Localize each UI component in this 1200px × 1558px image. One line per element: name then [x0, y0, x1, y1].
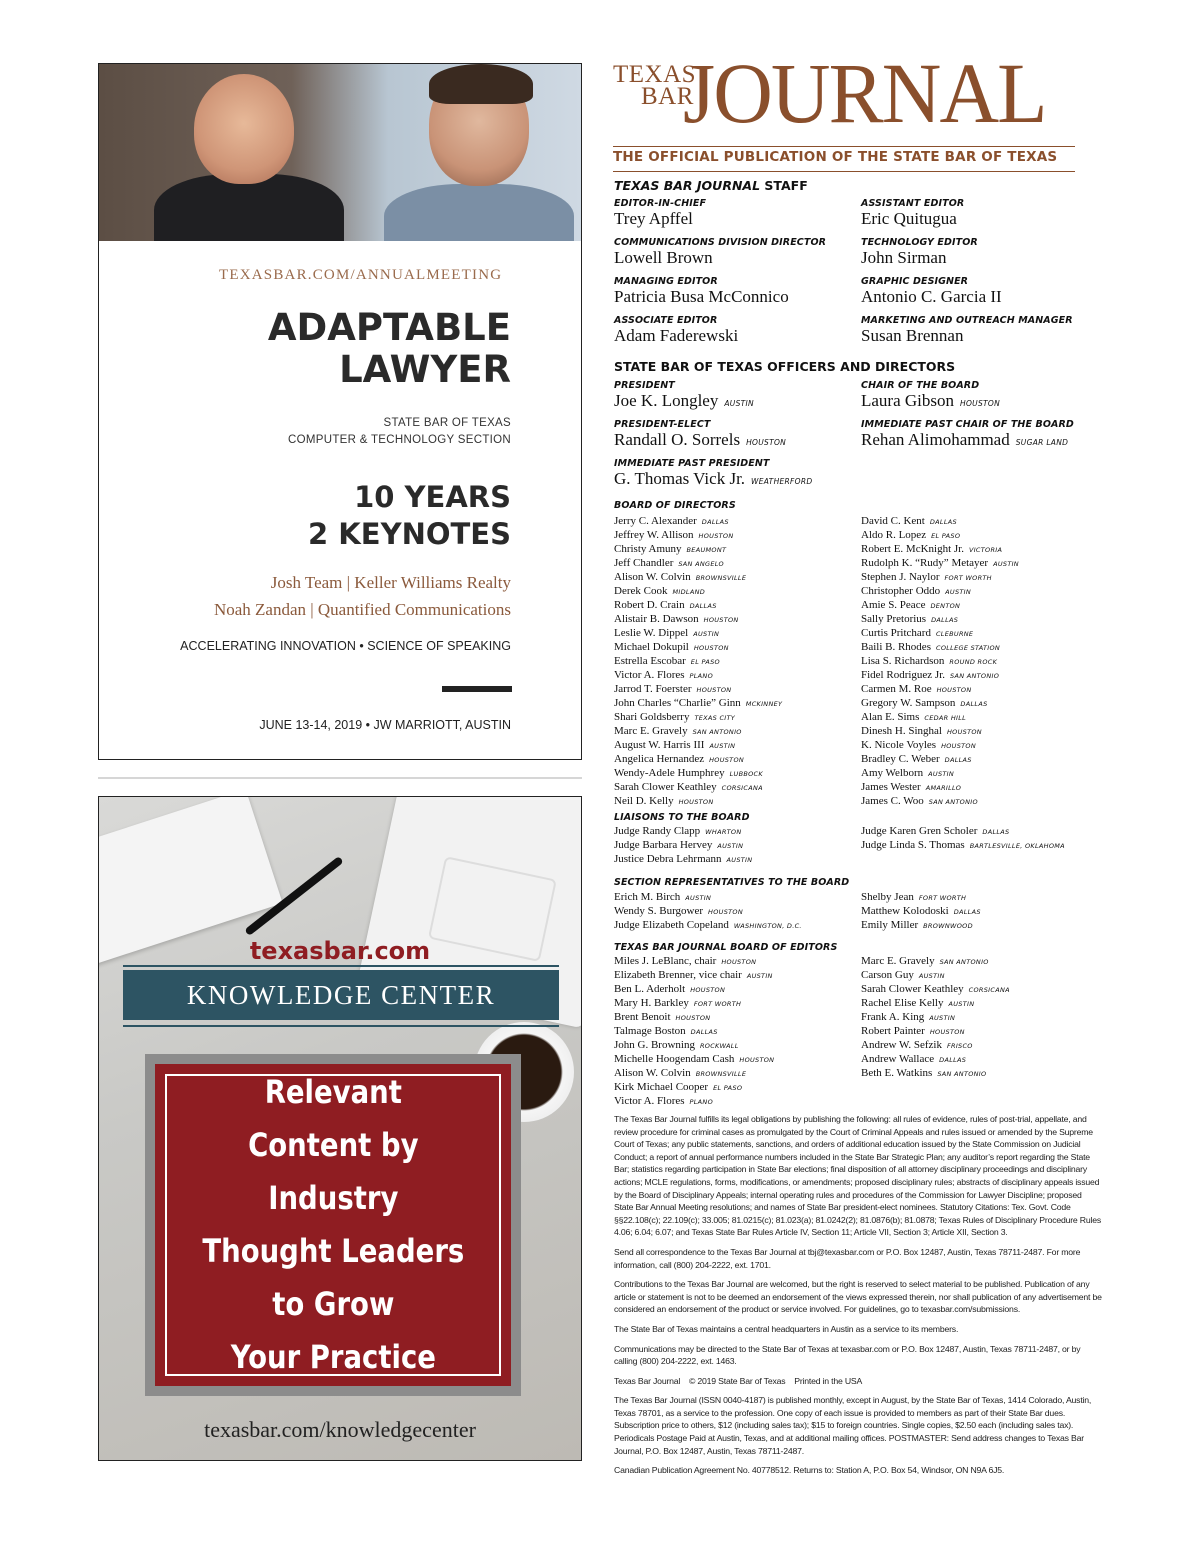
member-name: Marc E. Gravely: [614, 725, 688, 737]
member-name: Sally Pretorius: [861, 613, 927, 625]
member-city: AMARILLO: [925, 784, 962, 792]
list-item: [861, 919, 981, 933]
legal-fine-print: [614, 1113, 1102, 1484]
member-name: Alison W. Colvin: [614, 571, 691, 583]
knowledge-center-message: Relevant Content by Industry Thought Leaders to Grow Your Practice: [202, 1073, 464, 1376]
member-name: Andrew Wallace: [861, 1053, 935, 1065]
list-item: [614, 919, 802, 933]
ad-headline: ADAPTABLE LAWYER: [267, 306, 511, 391]
member-name: Judge Elizabeth Copeland: [614, 919, 729, 931]
list-item: [861, 905, 981, 919]
staff-name: John Sirman: [861, 248, 947, 267]
list-item: [614, 669, 782, 683]
member-name: James Wester: [861, 781, 921, 793]
member-city: HOUSTON: [709, 756, 745, 764]
member-city: DALLAS: [931, 616, 959, 624]
member-city: HOUSTON: [739, 1056, 775, 1064]
member-name: Robert Painter: [861, 1025, 925, 1037]
member-city: SAN ANTONIO: [950, 672, 1000, 680]
member-city: AUSTIN: [693, 630, 720, 638]
fine-print-paragraph: The Texas Bar Journal (ISSN 0040-4187) is published monthly, except in August, by the State Bar of Texas, 1414 Colorado, Austin, Texas 78701, as a service to the profession. One copy of each issue is provided to members as part of their State Bar dues. Subscription price to others, $12 (including sales tax); $15 to foreign countries. Single copies, $2.50 each (including sales tax). Periodicals Postage Paid at Austin, Texas, and at additional mailing offices. POSTMASTER: Send address changes to Texas Bar Journal, P.O. Box 12487, Austin, Texas 78711-2487.: [614, 1395, 1092, 1456]
officer-name: G. Thomas Vick Jr. WEATHERFORD: [614, 469, 813, 488]
list-item: [614, 613, 782, 627]
member-city: SAN ANTONIO: [692, 728, 742, 736]
member-city: HOUSTON: [696, 686, 732, 694]
ad-separator: [98, 777, 582, 779]
list-item: [614, 711, 782, 725]
annual-meeting-ad[interactable]: [98, 63, 582, 760]
list-item: [861, 613, 1019, 627]
member-name: August W. Harris III: [614, 739, 705, 751]
member-name: Elizabeth Brenner, vice chair: [614, 969, 742, 981]
annual-meeting-url[interactable]: TEXASBAR.COM/ANNUALMEETING: [219, 267, 503, 283]
member-name: Derek Cook: [614, 585, 668, 597]
member-name: Ben L. Aderholt: [614, 983, 686, 995]
member-name: Beth E. Watkins: [861, 1067, 933, 1079]
member-city: TEXAS CITY: [694, 714, 736, 722]
member-name: Christy Amuny: [614, 543, 682, 555]
member-city: BARTLESVILLE, OKLAHOMA: [969, 842, 1065, 850]
member-city: HOUSTON: [675, 1014, 711, 1022]
list-item: [861, 795, 1019, 809]
list-item: [861, 955, 1010, 969]
member-name: Matthew Kolodoski: [861, 905, 949, 917]
member-city: AUSTIN: [717, 842, 744, 850]
list-item: [861, 557, 1019, 571]
member-name: Wendy S. Burgower: [614, 905, 704, 917]
masthead-journal: JOURNAL: [683, 45, 1046, 141]
member-name: Fidel Rodriguez Jr.: [861, 669, 946, 681]
staff-heading: TEXAS BAR JOURNAL STAFF: [614, 178, 808, 193]
fine-print-paragraph: Canadian Publication Agreement No. 40778512. Returns to: Station A, P.O. Box 54, Windsor, ON N9A 6J5.: [614, 1465, 1005, 1476]
member-name: Angelica Hernandez: [614, 753, 705, 765]
editors-heading: TEXAS BAR JOURNAL BOARD OF EDITORS: [614, 942, 838, 953]
masthead-subtitle: THE OFFICIAL PUBLICATION OF THE STATE BAR OF TEXAS: [613, 149, 1058, 165]
member-city: PLANO: [689, 1098, 713, 1106]
staff-role: TECHNOLOGY EDITOR: [861, 237, 978, 248]
member-name: Robert D. Crain: [614, 599, 685, 611]
staff-name: Lowell Brown: [614, 248, 713, 267]
list-item: [861, 655, 1019, 669]
member-city: LUBBOCK: [729, 770, 763, 778]
masthead-texas-bar: TEXAS BAR: [613, 61, 697, 110]
list-item: [614, 853, 752, 867]
member-name: Sarah Clower Keathley: [861, 983, 964, 995]
member-name: Judge Linda S. Thomas: [861, 839, 965, 851]
masthead-rule-top: [613, 146, 1075, 147]
list-item: [861, 891, 981, 905]
member-name: Talmage Boston: [614, 1025, 686, 1037]
member-name: Emily Miller: [861, 919, 919, 931]
member-name: Mary H. Barkley: [614, 997, 689, 1009]
staff-role: MANAGING EDITOR: [614, 276, 718, 287]
list-item: [614, 1039, 774, 1053]
member-city: HOUSTON: [698, 532, 734, 540]
member-city: FORT WORTH: [693, 1000, 742, 1008]
member-city: HOUSTON: [678, 798, 714, 806]
member-city: BROWNSVILLE: [695, 1070, 747, 1078]
staff-role: GRAPHIC DESIGNER: [861, 276, 969, 287]
officers-heading: STATE BAR OF TEXAS OFFICERS AND DIRECTORS: [614, 359, 956, 374]
member-city: DALLAS: [690, 1028, 718, 1036]
knowledge-center-message-box: [145, 1054, 521, 1396]
staff-role: MARKETING AND OUTREACH MANAGER: [861, 315, 1073, 326]
member-city: HOUSTON: [690, 986, 726, 994]
member-city: COLLEGE STATION: [935, 644, 1001, 652]
member-city: ROUND ROCK: [949, 658, 998, 666]
list-item: [614, 1095, 774, 1109]
list-item: [614, 599, 782, 613]
staff-role: EDITOR-IN-CHIEF: [614, 198, 707, 209]
officer-role: PRESIDENT: [614, 380, 675, 391]
member-city: SAN ANGELO: [678, 560, 724, 568]
member-name: Neil D. Kelly: [614, 795, 674, 807]
knowledge-center-ad[interactable]: [98, 796, 582, 1461]
list-item: [614, 825, 752, 839]
member-city: SAN ANTONIO: [939, 958, 989, 966]
member-name: Alan E. Sims: [861, 711, 920, 723]
editors-list-left: [614, 955, 774, 1109]
member-city: AUSTIN: [709, 742, 736, 750]
list-item: [614, 1081, 774, 1095]
knowledge-center-link[interactable]: texasbar.com/knowledgecenter: [204, 1417, 476, 1442]
member-name: James C. Woo: [861, 795, 924, 807]
member-city: AUSTIN: [993, 560, 1019, 568]
list-item: [614, 1011, 774, 1025]
officer-name: Rehan Alimohammad SUGAR LAND: [861, 430, 1069, 449]
member-name: Carson Guy: [861, 969, 914, 981]
list-item: [861, 585, 1019, 599]
liaisons-heading: LIAISONS TO THE BOARD: [614, 812, 750, 823]
member-city: DENTON: [930, 602, 961, 610]
list-item: [614, 655, 782, 669]
section-reps-list-left: [614, 891, 802, 933]
staff-name: Susan Brennan: [861, 326, 964, 345]
member-city: MIDLAND: [672, 588, 706, 596]
member-name: Amie S. Peace: [861, 599, 926, 611]
officer-name: Joe K. Longley AUSTIN: [614, 391, 754, 410]
member-name: Dinesh H. Singhal: [861, 725, 942, 737]
banner-rule-top: [123, 965, 559, 967]
member-city: AUSTIN: [726, 856, 753, 864]
member-city: ROCKWALL: [699, 1042, 739, 1050]
member-name: Michelle Hoogendam Cash: [614, 1053, 735, 1065]
list-item: [614, 739, 782, 753]
member-city: DALLAS: [689, 602, 717, 610]
member-city: WASHINGTON, D.C.: [733, 922, 802, 930]
member-city: DALLAS: [960, 700, 988, 708]
member-city: FRISCO: [946, 1042, 973, 1050]
member-name: Andrew W. Sefzik: [861, 1039, 942, 1051]
member-city: EL PASO: [690, 658, 720, 666]
member-city: AUSTIN: [918, 972, 945, 980]
member-city: EL PASO: [931, 532, 961, 540]
list-item: [861, 839, 1065, 853]
knowledge-center-url[interactable]: texasbar.com: [249, 937, 431, 965]
member-city: MCKINNEY: [745, 700, 783, 708]
member-city: AUSTIN: [746, 972, 773, 980]
member-name: John Charles “Charlie” Ginn: [614, 697, 741, 709]
member-city: AUSTIN: [945, 588, 972, 596]
list-item: [614, 955, 774, 969]
member-name: David C. Kent: [861, 515, 925, 527]
member-name: Rachel Elise Kelly: [861, 997, 944, 1009]
directors-list-right: [861, 515, 1019, 809]
member-city: DALLAS: [953, 908, 981, 916]
editors-list-right: [861, 955, 1010, 1081]
copyright-line: Texas Bar Journal © 2019 State Bar of Texas Printed in the USA: [614, 1375, 863, 1386]
staff-name: Eric Quitugua: [861, 209, 957, 228]
liaisons-list-left: [614, 825, 752, 867]
ad-organizer: STATE BAR OF TEXAS COMPUTER & TECHNOLOGY SECTION: [288, 417, 511, 446]
member-city: DALLAS: [944, 756, 972, 764]
member-name: Jerry C. Alexander: [614, 515, 697, 527]
directors-heading: BOARD OF DIRECTORS: [614, 500, 736, 511]
member-name: Miles J. LeBlanc, chair: [614, 955, 717, 967]
member-name: Lisa S. Richardson: [861, 655, 945, 667]
member-city: HOUSTON: [693, 644, 729, 652]
member-name: Erich M. Birch: [614, 891, 681, 903]
member-name: Judge Randy Clapp: [614, 825, 701, 837]
member-city: FORT WORTH: [944, 574, 992, 582]
member-name: Brent Benoit: [614, 1011, 671, 1023]
member-city: DALLAS: [939, 1056, 967, 1064]
fine-print-paragraph: Contributions to the Texas Bar Journal are welcomed, but the right is reserved to select material to be published. Publication of any article or statement is not to be deemed an endorsement of the views expressed therein, nor shall publication of any advertisement be considered an endorsement of the product or service involved. For guidelines, go to texasbar.com/submissions.: [614, 1279, 1102, 1315]
list-item: [861, 969, 1010, 983]
masthead-rule-bottom: [613, 171, 1075, 172]
member-city: DALLAS: [982, 828, 1010, 836]
member-name: Michael Dokupil: [614, 641, 689, 653]
list-item: [614, 627, 782, 641]
list-item: [614, 997, 774, 1011]
list-item: [861, 825, 1065, 839]
member-name: Kirk Michael Cooper: [614, 1081, 709, 1093]
staff-name: Patricia Busa McConnico: [614, 287, 789, 306]
list-item: [861, 1025, 1010, 1039]
list-item: [614, 697, 782, 711]
liaisons-list-right: [861, 825, 1065, 853]
member-name: Jarrod T. Foerster: [614, 683, 692, 695]
list-item: [861, 1053, 1010, 1067]
list-item: [614, 795, 782, 809]
list-item: [861, 529, 1019, 543]
list-item: [614, 543, 782, 557]
member-name: John G. Browning: [614, 1039, 695, 1051]
member-name: Rudolph K. “Rudy” Metayer: [861, 557, 989, 569]
member-name: Marc E. Gravely: [861, 955, 935, 967]
staff-role: ASSISTANT EDITOR: [861, 198, 965, 209]
list-item: [614, 767, 782, 781]
list-item: [614, 905, 802, 919]
member-city: AUSTIN: [948, 1000, 975, 1008]
list-item: [614, 891, 802, 905]
member-name: Estrella Escobar: [614, 655, 686, 667]
staff-role: COMMUNICATIONS DIVISION DIRECTOR: [614, 237, 827, 248]
member-city: AUSTIN: [929, 1014, 956, 1022]
list-item: [614, 969, 774, 983]
member-name: Jeffrey W. Allison: [614, 529, 694, 541]
member-name: Gregory W. Sampson: [861, 697, 956, 709]
member-name: Judge Barbara Hervey: [614, 839, 713, 851]
list-item: [861, 997, 1010, 1011]
member-city: AUSTIN: [928, 770, 955, 778]
list-item: [861, 571, 1019, 585]
staff-role: ASSOCIATE EDITOR: [614, 315, 718, 326]
member-city: VICTORIA: [968, 546, 1003, 554]
list-item: [861, 1039, 1010, 1053]
banner-rule-bottom: [123, 1025, 559, 1027]
member-name: Judge Karen Gren Scholer: [861, 825, 978, 837]
member-city: DALLAS: [929, 518, 957, 526]
ad-years-keynotes: 10 YEARS 2 KEYNOTES: [308, 480, 511, 551]
list-item: [861, 669, 1019, 683]
member-name: Aldo R. Lopez: [861, 529, 927, 541]
list-item: [861, 1067, 1010, 1081]
list-item: [861, 697, 1019, 711]
member-name: Victor A. Flores: [614, 1095, 685, 1107]
list-item: [861, 1011, 1010, 1025]
officer-role: IMMEDIATE PAST CHAIR OF THE BOARD: [861, 419, 1074, 430]
fine-print-paragraph: The Texas Bar Journal fulfills its legal obligations by publishing the following: all rules of evidence, rules of post-trial, appellate, and review procedure for criminal cases as promulgated by the Court of Criminal Appeals and rules issued or amended by the Supreme Court of Texas; any public statements, sanctions, and orders of additional education issued by the State Commission on Judicial Conduct; a report of annual performance numbers included in the State Bar Strategic Plan; any auditor’s report regarding the State Bar; statistics regarding participation in State Bar elections; final disposition of all attorney disciplinary proceedings and disciplinary actions; MCLE regulations, forms, modifications, or amendments; proposed disciplinary rules; abstracts of disciplinary appeals issued by the Board of Disciplinary Appeals; internal operating rules and procedures of the Commission for Lawyer Discipline; proposed State Bar Annual Meeting resolutions; and names of State Bar president-elect nominees. Statutory Citations: Tex. Govt. Code §§22.108(c); 22.109(c); 33.005; 81.0215(c); 81.023(a); 81.0242(2); 81.0876(b); 81.0878; Texas Rules of Disciplinary Procedure Rules 4.06; 6.04; 6.07; and Texas State Bar Rules Article IV, Section 11; Article VII, Section 3; Article XII, Section 3.: [614, 1114, 1101, 1238]
directors-list-left: [614, 515, 782, 809]
member-name: Alison W. Colvin: [614, 1067, 691, 1079]
ad-divider: [442, 686, 512, 692]
member-name: Victor A. Flores: [614, 669, 685, 681]
list-item: [861, 767, 1019, 781]
list-item: [614, 557, 782, 571]
member-name: Stephen J. Naylor: [861, 571, 940, 583]
section-reps-list-right: [861, 891, 981, 933]
list-item: [614, 753, 782, 767]
member-city: HOUSTON: [703, 616, 739, 624]
officer-name: Laura Gibson HOUSTON: [861, 391, 1001, 410]
member-city: BEAUMONT: [686, 546, 727, 554]
member-name: Alistair B. Dawson: [614, 613, 699, 625]
ad-tagline: ACCELERATING INNOVATION • SCIENCE OF SPEAKING: [180, 639, 511, 653]
member-city: DALLAS: [701, 518, 729, 526]
member-name: Justice Debra Lehrmann: [614, 853, 722, 865]
member-name: K. Nicole Voyles: [861, 739, 937, 751]
member-city: SAN ANTONIO: [928, 798, 978, 806]
list-item: [861, 599, 1019, 613]
list-item: [614, 571, 782, 585]
officer-role: IMMEDIATE PAST PRESIDENT: [614, 458, 770, 469]
member-name: Bradley C. Weber: [861, 753, 940, 765]
member-city: HOUSTON: [941, 742, 976, 750]
member-name: Shelby Jean: [861, 891, 914, 903]
member-city: BROWNWOOD: [923, 922, 973, 930]
list-item: [861, 641, 1019, 655]
officer-name: Randall O. Sorrels HOUSTON: [614, 430, 787, 449]
list-item: [861, 627, 1019, 641]
list-item: [614, 529, 782, 543]
speakers-photo: [99, 64, 581, 241]
staff-name: Antonio C. Garcia II: [861, 287, 1002, 306]
list-item: [861, 983, 1010, 997]
member-name: Carmen M. Roe: [861, 683, 932, 695]
member-name: Sarah Clower Keathley: [614, 781, 717, 793]
member-name: Shari Goldsberry: [614, 711, 690, 723]
list-item: [614, 641, 782, 655]
staff-name: Trey Apffel: [614, 209, 693, 228]
list-item: [614, 839, 752, 853]
section-reps-heading: SECTION REPRESENTATIVES TO THE BOARD: [614, 877, 850, 888]
list-item: [614, 781, 782, 795]
fine-print-paragraph: Communications may be directed to the State Bar of Texas at texasbar.com or P.O. Box 12487, Austin, Texas 78711-2487, or by calling (800) 204-2222, ext. 1463.: [614, 1343, 1081, 1367]
member-name: Amy Welborn: [861, 767, 924, 779]
list-item: [614, 1025, 774, 1039]
member-city: CORSICANA: [721, 784, 763, 792]
member-city: HOUSTON: [721, 958, 757, 966]
list-item: [614, 983, 774, 997]
member-city: CEDAR HILL: [924, 714, 967, 722]
member-city: SAN ANTONIO: [937, 1070, 987, 1078]
member-city: HOUSTON: [946, 728, 982, 736]
list-item: [861, 739, 1019, 753]
list-item: [861, 683, 1019, 697]
member-city: FORT WORTH: [918, 894, 967, 902]
list-item: [614, 515, 782, 529]
member-name: Wendy-Adele Humphrey: [614, 767, 725, 779]
member-city: CORSICANA: [968, 986, 1010, 994]
member-city: AUSTIN: [685, 894, 712, 902]
fine-print-paragraph: Send all correspondence to the Texas Bar Journal at tbj@texasbar.com or P.O. Box 12487, Austin, Texas 78711-2487. For more information, call (800) 204-2222, ext. 1701.: [614, 1246, 1081, 1270]
member-city: WHARTON: [705, 828, 742, 836]
officer-role: PRESIDENT-ELECT: [614, 419, 711, 430]
knowledge-center-banner: KNOWLEDGE CENTER: [123, 970, 559, 1020]
list-item: [614, 1053, 774, 1067]
list-item: [614, 683, 782, 697]
member-name: Curtis Pritchard: [861, 627, 931, 639]
ad-date-location: JUNE 13-14, 2019 • JW MARRIOTT, AUSTIN: [259, 718, 511, 732]
member-name: Baili B. Rhodes: [861, 641, 931, 653]
list-item: [861, 753, 1019, 767]
member-name: Robert E. McKnight Jr.: [861, 543, 964, 555]
list-item: [614, 1067, 774, 1081]
member-city: EL PASO: [713, 1084, 743, 1092]
list-item: [614, 725, 782, 739]
member-city: HOUSTON: [708, 908, 743, 916]
officer-role: CHAIR OF THE BOARD: [861, 380, 980, 391]
list-item: [861, 725, 1019, 739]
member-name: Christopher Oddo: [861, 585, 941, 597]
member-name: Leslie W. Dippel: [614, 627, 689, 639]
member-city: HOUSTON: [936, 686, 972, 694]
list-item: [861, 781, 1019, 795]
list-item: [861, 711, 1019, 725]
ad-speakers: Josh Team | Keller Williams Realty Noah Zandan | Quantified Communications: [213, 573, 511, 619]
member-city: HOUSTON: [929, 1028, 965, 1036]
list-item: [614, 585, 782, 599]
list-item: [861, 543, 1019, 557]
member-city: BROWNSVILLE: [695, 574, 747, 582]
member-name: Jeff Chandler: [614, 557, 674, 569]
member-name: Frank A. King: [861, 1011, 925, 1023]
fine-print-paragraph: The State Bar of Texas maintains a central headquarters in Austin as a service to its members.: [614, 1323, 959, 1334]
member-city: PLANO: [689, 672, 713, 680]
staff-name: Adam Faderewski: [614, 326, 739, 345]
member-city: CLEBURNE: [935, 630, 974, 638]
list-item: [861, 515, 1019, 529]
